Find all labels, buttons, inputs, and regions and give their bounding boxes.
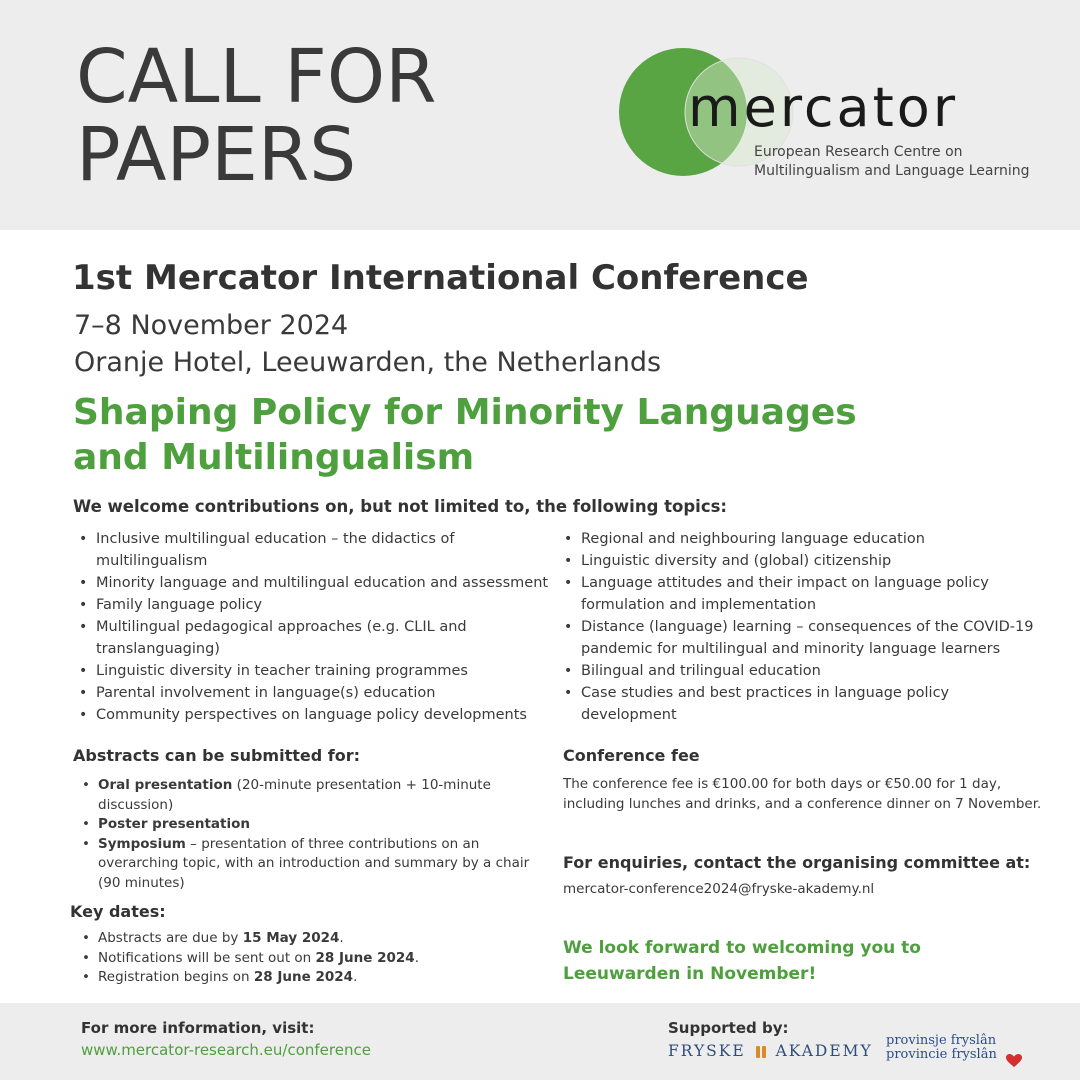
topics-list-left xyxy=(74,528,554,726)
enquiries-heading: For enquiries, contact the organising committee at: xyxy=(563,853,1031,872)
more-info-label: For more information, visit: xyxy=(81,1019,315,1037)
list-item: • Community perspectives on language policy developments xyxy=(74,704,554,726)
logo-wordmark: mercator xyxy=(688,76,959,139)
list-item: • Inclusive multilingual education – the didactics of multilingualism xyxy=(74,528,554,572)
key-dates-heading: Key dates: xyxy=(70,902,166,921)
list-item: • Linguistic diversity in teacher training programmes xyxy=(74,660,554,682)
conference-venue: Oranje Hotel, Leeuwarden, the Netherlands xyxy=(74,347,662,378)
list-item xyxy=(74,835,544,894)
closing-line-2: Leeuwarden in November! xyxy=(563,964,817,984)
list-item: • Parental involvement in language(s) education xyxy=(74,682,554,704)
list-item xyxy=(74,776,544,815)
topics-intro: We welcome contributions on, but not limited to, the following topics: xyxy=(73,497,728,516)
abstract-desc: – presentation of three contributions on an overarching topic, with an introduction and summary by a chair (90 minutes) xyxy=(98,835,530,891)
logo-subtitle-line-2: Multilingualism and Language Learning xyxy=(754,163,1030,179)
date-value: 28 June 2024 xyxy=(253,969,354,985)
list-item xyxy=(74,929,544,949)
call-for-papers-title xyxy=(76,34,437,198)
abstract-type: Oral presentation xyxy=(98,777,233,793)
date-value: 15 May 2024 xyxy=(242,930,340,946)
provinsje-fryslan-logo xyxy=(886,1034,997,1062)
list-item: • Regional and neighbouring language education xyxy=(559,528,1039,550)
supported-by-label: Supported by: xyxy=(668,1019,789,1037)
fryske-right-word: AKADEMY xyxy=(775,1042,873,1060)
theme-line-1: Shaping Policy for Minority Languages xyxy=(73,392,857,433)
list-item xyxy=(74,815,544,835)
province-line-2: provincie fryslân xyxy=(886,1047,997,1062)
date-text: Abstracts are due by xyxy=(98,930,243,946)
fee-text: The conference fee is €100.00 for both days or €50.00 for 1 day, including lunches and drinks, and a conference dinner on 7 November. xyxy=(563,776,1042,812)
theme-line-2: and Multilingualism xyxy=(73,437,475,478)
fryske-akademy-emblem-icon xyxy=(753,1044,769,1060)
fee-heading: Conference fee xyxy=(563,746,700,765)
enquiries-email[interactable]: mercator-conference2024@fryske-akademy.nl xyxy=(563,881,875,897)
conference-theme xyxy=(73,390,857,480)
abstracts-list xyxy=(74,776,544,893)
date-text: Notifications will be sent out on xyxy=(98,949,316,966)
closing-message xyxy=(563,935,921,987)
abstracts-heading: Abstracts can be submitted for: xyxy=(73,746,360,765)
topics-list-right xyxy=(559,528,1039,726)
heart-icon xyxy=(1006,1054,1022,1068)
list-item: • Bilingual and trilingual education xyxy=(559,660,1039,682)
date-value: 28 June 2024 xyxy=(315,949,415,966)
list-item: • Distance (language) learning – consequences of the COVID-19 pandemic for multilingual and minority language learners xyxy=(559,616,1039,660)
date-punct: . xyxy=(339,930,344,946)
province-line-1: provinsje fryslân xyxy=(886,1033,997,1048)
abstract-type: Symposium xyxy=(98,835,186,852)
more-info-link[interactable]: www.mercator-research.eu/conference xyxy=(81,1041,371,1059)
list-item: • Case studies and best practices in language policy development xyxy=(559,682,1039,726)
fryske-akademy-logo xyxy=(668,1042,873,1060)
title-line-1: CALL FOR xyxy=(76,34,437,120)
list-item: • Multilingual pedagogical approaches (e.g. CLIL and translanguaging) xyxy=(74,616,554,660)
logo-subtitle xyxy=(754,143,1029,181)
date-punct: . xyxy=(414,949,419,966)
conference-title: 1st Mercator International Conference xyxy=(72,258,809,298)
date-text: Registration begins on xyxy=(98,969,254,985)
logo-subtitle-line-1: European Research Centre on xyxy=(754,144,963,160)
list-item: • Minority language and multilingual education and assessment xyxy=(74,572,554,594)
list-item: • Family language policy xyxy=(74,594,554,616)
fryske-left-word: FRYSKE xyxy=(668,1042,746,1060)
list-item: • Linguistic diversity and (global) citizenship xyxy=(559,550,1039,572)
abstract-desc: (20-minute presentation + 10-minute discussion) xyxy=(98,777,491,813)
abstract-type: Poster presentation xyxy=(98,816,250,832)
conference-dates: 7–8 November 2024 xyxy=(74,310,349,341)
key-dates-list xyxy=(74,929,544,988)
list-item xyxy=(74,968,544,988)
title-line-2: PAPERS xyxy=(76,112,357,198)
list-item: • Language attitudes and their impact on language policy formulation and implementation xyxy=(559,572,1039,616)
list-item xyxy=(74,949,544,969)
closing-line-1: We look forward to welcoming you to xyxy=(563,938,921,958)
date-punct: . xyxy=(353,969,358,985)
